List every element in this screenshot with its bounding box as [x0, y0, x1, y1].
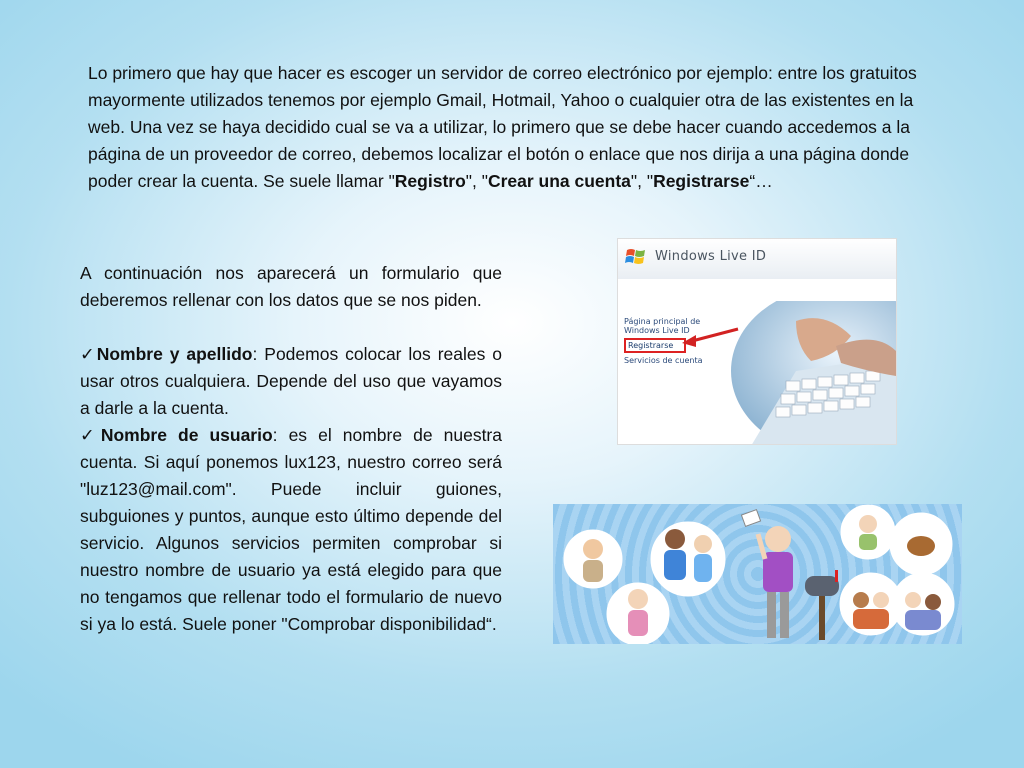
bullet-text: : Podemos colocar los reales o usar otros cualquiera. Depende del uso que vayamos a darle a la cuenta.: [80, 344, 502, 418]
windows-logo-icon: [625, 246, 647, 268]
menu-item-servicios[interactable]: Servicios de cuenta: [624, 356, 703, 365]
check-icon: ✓: [80, 344, 97, 364]
intro-text: Lo primero que hay que hacer es escoger un servidor de correo electrónico por ejemplo: entre los gratuitos mayormente utilizados tenemos por ejemplo Gmail, Hotmail, Yahoo o cualquier otra de las existentes en la web. Una vez se haya decidido cual se va a utilizar, lo primero que se debe hacer cuando accedemos a la página de un proveedor de correo, debemos localizar el botón o enlace que nos dirija a una página donde poder crear la cuenta. Se suele llamar ": [88, 63, 917, 191]
bullet-title: Nombre y apellido: [96, 344, 253, 364]
intro-sep-2: ", ": [630, 171, 654, 191]
contacts-network-graphic: [553, 504, 962, 644]
term-registro: Registro: [394, 171, 466, 191]
mailbox-icon: [805, 570, 839, 640]
windows-live-title: Windows Live ID: [655, 249, 767, 264]
intro-paragraph: [88, 60, 948, 195]
windows-live-screenshot: [617, 238, 897, 445]
email-contacts-illustration: [553, 504, 962, 644]
form-intro-paragraph: A continuación nos aparecerá un formulario que deberemos rellenar con los datos que se nos piden.: [80, 263, 502, 310]
windows-live-header: [618, 239, 896, 279]
menu-item-pagina-principal[interactable]: Página principal de Windows Live ID: [624, 317, 701, 335]
bullet-title: Nombre de usuario: [100, 425, 273, 445]
check-icon: ✓: [80, 425, 101, 445]
keyboard-typing-photo: [726, 301, 896, 445]
intro-end: “…: [749, 171, 773, 191]
bullet-text: : es el nombre de nuestra cuenta. Si aquí ponemos lux123, nuestro correo será "luz123@mail.com". Puede incluir guiones, subguiones y puntos, aunque esto último depende del servicio. Algunos servicios permiten comprobar si nuestro nombre de usuario ya está elegido para que no tengamos que rellenar todo el formulario de nuevo si ya lo está. Suele poner "Comprobar disponibilidad“.: [80, 425, 502, 634]
form-explanation: [80, 260, 502, 638]
man-with-letter: [741, 510, 793, 638]
bullet-nombre-apellido: [80, 341, 502, 422]
intro-sep-1: ", ": [465, 171, 488, 191]
menu-item-registrarse[interactable]: Registrarse: [624, 338, 686, 353]
term-registrarse: Registrarse: [653, 171, 750, 191]
bullet-nombre-usuario: [80, 422, 502, 638]
term-crear-cuenta: Crear una cuenta: [487, 171, 631, 191]
